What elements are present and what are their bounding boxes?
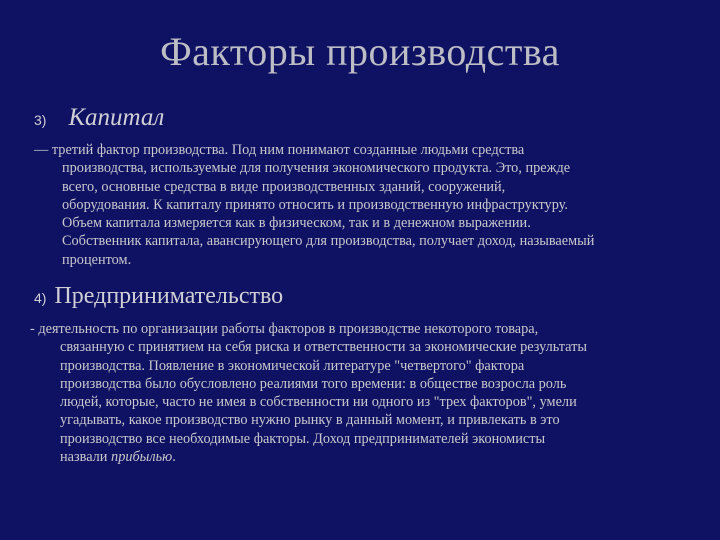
text-line: угадывать, какое производство нужно рынку в данный момент, и привлекать в это xyxy=(60,412,560,429)
text-line-last xyxy=(30,448,710,466)
section-title: Капитал xyxy=(68,104,165,131)
section-capital-heading xyxy=(34,104,164,132)
section-entrepreneurship-text xyxy=(30,320,710,466)
text-line: — третий фактор производства. Под ним понимают созданные людьми средства xyxy=(34,142,525,158)
slide-title: Факторы производства xyxy=(160,29,560,74)
text-line: Объем капитала измеряется как в физическом, так и в денежном выражении. xyxy=(62,215,531,232)
text-line: производства было обусловлено реалиями того времени: в обществе возросла роль xyxy=(60,375,567,392)
text-line: людей, которые, часто не имея в собственности ни одного из "трех факторов", умели xyxy=(60,394,577,411)
section-entrepreneurship-heading xyxy=(34,283,283,310)
text-suffix: . xyxy=(172,449,176,466)
text-line: производства, используемые для получения экономического продукта. Это, прежде xyxy=(62,160,571,177)
text-line: Собственник капитала, авансирующего для производства, получает доход, называемый xyxy=(62,233,595,250)
text-line: оборудования. К капиталу принято относить и производственную инфраструктуру. xyxy=(62,196,568,213)
emphasized-term: прибылью xyxy=(111,449,173,466)
text-line: всего, основные средства в виде производственных зданий, сооружений, xyxy=(62,178,506,195)
text-prefix: назвали xyxy=(60,449,112,466)
section-title: Предпринимательство xyxy=(54,283,284,309)
text-line: процентом. xyxy=(62,251,132,268)
text-line: производство все необходимые факторы. Доход предпринимателей экономисты xyxy=(60,430,546,447)
text-line: производства. Появление в экономической литературе "четвертого" фактора xyxy=(60,357,525,374)
section-number: 3) xyxy=(34,112,47,128)
text-line: связанную с принятием на себя риска и ответственности за экономические результаты xyxy=(60,339,587,356)
section-number: 4) xyxy=(34,290,47,306)
section-capital-text xyxy=(34,141,702,269)
text-line: - деятельность по организации работы факторов в производстве некоторого товара, xyxy=(30,321,539,337)
